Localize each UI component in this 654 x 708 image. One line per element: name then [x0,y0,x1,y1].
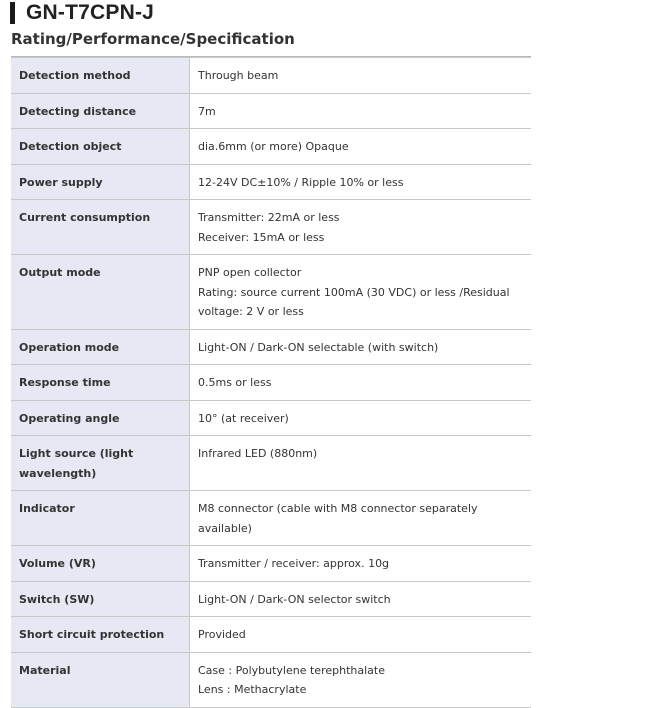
spec-value-line: Through beam [198,69,279,82]
spec-table-body [11,58,531,708]
spec-label: Detection object [11,129,190,165]
title-accent-bar [10,2,15,24]
spec-value-line: dia.6mm (or more) Opaque [198,140,349,153]
spec-value [190,93,532,129]
spec-value-line: Provided [198,628,246,641]
spec-label: Output mode [11,255,190,330]
spec-value [190,129,532,165]
spec-row [11,400,531,436]
spec-value [190,58,532,94]
product-title-text: GN-T7CPN-J [26,1,155,24]
spec-value [190,255,532,330]
spec-label: Material [11,652,190,707]
spec-label: Volume (VR) [11,546,190,582]
spec-value [190,400,532,436]
spec-label: Response time [11,365,190,401]
spec-value-line: Light-ON / Dark-ON selector switch [198,592,391,606]
spec-row [11,164,531,200]
spec-label: Detecting distance [11,93,190,129]
spec-label: Switch (SW) [11,581,190,617]
spec-value-line: 12-24V DC±10% / Ripple 10% or less [198,175,404,189]
spec-row [11,546,531,582]
spec-value-line: PNP open collector [198,266,302,279]
spec-label: Power supply [11,164,190,200]
spec-value [190,365,532,401]
spec-label: Operating angle [11,400,190,436]
section-heading: Rating/Performance/Specification [11,30,295,48]
spec-value [190,546,532,582]
spec-label: Short circuit protection [11,617,190,653]
spec-value-line: Light-ON / Dark-ON selectable (with switch) [198,340,439,354]
spec-row [11,365,531,401]
spec-value [190,491,532,546]
spec-row [11,329,531,365]
spec-label: Operation mode [11,329,190,365]
spec-value-line: Transmitter / receiver: approx. 10g [198,557,390,570]
spec-value [190,200,532,255]
spec-row [11,652,531,707]
spec-label: Light source (light wavelength) [11,436,190,491]
spec-value-line: Lens : Methacrylate [198,683,307,696]
spec-row [11,436,531,491]
spec-value [190,652,532,707]
spec-value [190,329,532,365]
spec-value-line: Case : Polybutylene terephthalate [198,663,385,677]
spec-value [190,617,532,653]
spec-value-line: voltage: 2 V or less [198,305,304,318]
spec-row [11,58,531,94]
spec-value-line: Receiver: 15mA or less [198,230,325,244]
spec-row [11,581,531,617]
spec-row [11,617,531,653]
spec-value-line: M8 connector (cable with M8 connector separately available) [198,502,478,535]
spec-value [190,581,532,617]
spec-row [11,491,531,546]
spec-value-line: 10° (at receiver) [198,411,289,425]
spec-row [11,93,531,129]
spec-label: Detection method [11,58,190,94]
spec-value-line: Transmitter: 22mA or less [198,211,340,224]
spec-row [11,200,531,255]
spec-value [190,436,532,491]
spec-value-line: Infrared LED (880nm) [198,447,318,460]
spec-label: Indicator [11,491,190,546]
spec-row [11,255,531,330]
spec-value-line: 7m [198,104,216,118]
product-title [10,0,154,26]
spec-value [190,164,532,200]
spec-value-line: Rating: source current 100mA (30 VDC) or less /Residual [198,285,510,299]
spec-label: Current consumption [11,200,190,255]
spec-row [11,129,531,165]
spec-value-line: 0.5ms or less [198,376,272,389]
spec-table [11,57,531,708]
